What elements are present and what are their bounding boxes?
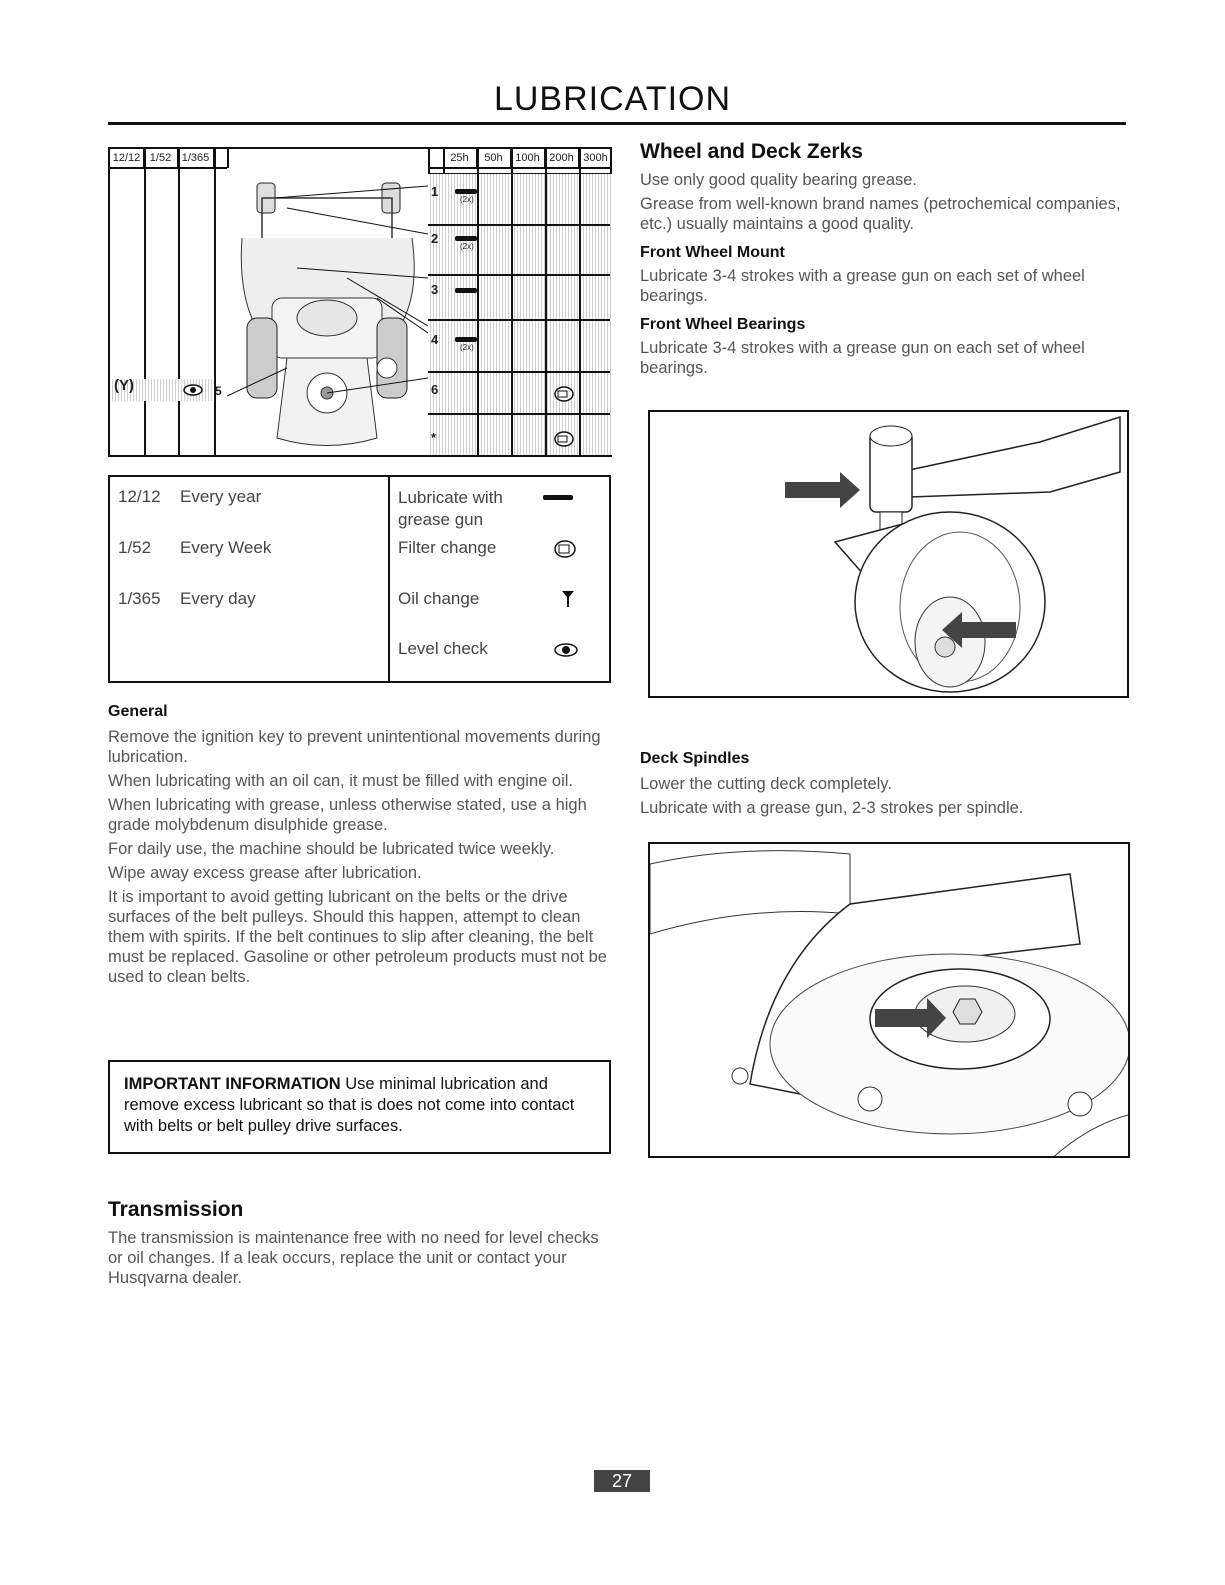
row-number-6: 6 bbox=[431, 382, 439, 397]
general-paragraph: Wipe away excess grease after lubrication. bbox=[108, 864, 422, 882]
legend-label-yearly: Every year bbox=[180, 487, 262, 506]
row-number-2: 2 bbox=[431, 231, 439, 246]
wheel-deck-heading: Wheel and Deck Zerks bbox=[640, 140, 863, 163]
row-number-4: 4 bbox=[431, 332, 439, 347]
front-wheel-mount-text: Lubricate 3-4 strokes with a grease gun on each set of wheel bearings. bbox=[640, 267, 1085, 305]
important-label: IMPORTANT INFORMATION bbox=[124, 1075, 341, 1093]
transmission-text: The transmission is maintenance free with no need for level checks or oil changes. If a leak occurs, replace the unit or contact your Husqvarna dealer. bbox=[108, 1229, 599, 1287]
eye-icon bbox=[183, 383, 203, 402]
legend-label-weekly: Every Week bbox=[180, 538, 272, 557]
general-paragraph: Remove the ignition key to prevent unintentional movements during lubrication. bbox=[108, 728, 601, 766]
hours-header-300: 300h bbox=[583, 152, 608, 164]
general-paragraph: It is important to avoid getting lubricant on the belts or the drive surfaces of the belt pulleys. Should this happen, attempt to clean them with spirits. If the belt continues to slip after cleaning, the belt must be replaced. Gasoline or other petroleum products must not be used to clean belts. bbox=[108, 888, 607, 986]
hours-header-25: 25h bbox=[443, 149, 477, 167]
grease-gun-icon bbox=[455, 288, 477, 293]
row-label-5: 5 bbox=[215, 384, 222, 398]
row-number-3: 3 bbox=[431, 282, 439, 297]
filter-icon bbox=[553, 538, 577, 565]
grease-gun-icon bbox=[455, 236, 477, 241]
deck-spindles-paragraph: Lower the cutting deck completely. bbox=[640, 775, 892, 793]
page-number: 27 bbox=[594, 1470, 650, 1492]
legend-action-filter: Filter change bbox=[398, 538, 497, 557]
wheel-deck-paragraph: Use only good quality bearing grease. bbox=[640, 171, 918, 189]
wheel-deck-section bbox=[640, 140, 1130, 382]
legend-code-daily: 1/365 bbox=[118, 589, 161, 608]
legend-action-grease: Lubricate with grease gun bbox=[398, 488, 503, 529]
lubrication-schedule-chart bbox=[108, 147, 612, 457]
deck-spindles-paragraph: Lubricate with a grease gun, 2-3 strokes per spindle. bbox=[640, 799, 1024, 817]
interval-header-yearly: 12/12 bbox=[110, 149, 144, 167]
general-section bbox=[108, 703, 608, 991]
row-number-1: 1 bbox=[431, 184, 439, 199]
deck-spindle-illustration bbox=[648, 842, 1130, 1158]
front-wheel-mount-heading: Front Wheel Mount bbox=[640, 244, 785, 261]
legend-action-level: Level check bbox=[398, 639, 488, 658]
general-heading: General bbox=[108, 703, 168, 720]
page-title: LUBRICATION bbox=[493, 80, 732, 118]
title-rule bbox=[108, 122, 1126, 125]
grease-gun-icon bbox=[455, 337, 477, 342]
general-paragraph: For daily use, the machine should be lubricated twice weekly. bbox=[108, 840, 555, 858]
deck-spindles-heading: Deck Spindles bbox=[640, 750, 750, 767]
interval-header-daily: 1/365 bbox=[178, 149, 214, 167]
legend-action-oil: Oil change bbox=[398, 589, 480, 608]
front-wheel-bearings-text: Lubricate 3-4 strokes with a grease gun on each set of wheel bearings. bbox=[640, 339, 1085, 377]
deck-spindles-section bbox=[640, 750, 1130, 822]
oil-drop-icon: (Y) bbox=[114, 377, 134, 394]
filter-icon bbox=[553, 385, 575, 408]
interval-header-weekly: 1/52 bbox=[144, 149, 178, 167]
grease-gun-icon bbox=[543, 495, 573, 500]
row-note-2: (2x) bbox=[460, 242, 474, 251]
front-wheel-bearings-heading: Front Wheel Bearings bbox=[640, 316, 806, 333]
filter-icon bbox=[553, 430, 575, 453]
front-wheel-illustration bbox=[648, 410, 1129, 698]
legend-label-daily: Every day bbox=[180, 589, 256, 608]
row-number-star: * bbox=[431, 430, 437, 445]
general-paragraph: When lubricating with an oil can, it must be filled with engine oil. bbox=[108, 772, 573, 790]
oil-drop-icon bbox=[560, 589, 576, 614]
transmission-section bbox=[108, 1198, 608, 1292]
hours-header-50: 50h bbox=[477, 149, 511, 167]
legend-box bbox=[108, 475, 611, 683]
important-text: Use minimal lubrication and remove excess lubricant so that is does not come into contact with belts or belt pulley drive surfaces. bbox=[124, 1075, 575, 1135]
general-paragraph: When lubricating with grease, unless otherwise stated, use a high grade molybdenum disulphide grease. bbox=[108, 796, 587, 834]
important-information-box bbox=[108, 1060, 611, 1154]
grease-gun-icon bbox=[455, 189, 477, 194]
transmission-heading: Transmission bbox=[108, 1198, 244, 1221]
row-note-4: (2x) bbox=[460, 343, 474, 352]
legend-code-weekly: 1/52 bbox=[118, 538, 152, 557]
hours-header-100: 100h bbox=[511, 149, 545, 167]
eye-icon bbox=[553, 642, 579, 663]
mower-overhead-diagram bbox=[227, 168, 428, 455]
wheel-deck-paragraph: Grease from well-known brand names (petrochemical companies, etc.) usually maintains a good quality. bbox=[640, 195, 1121, 233]
hours-header-200: 200h bbox=[545, 149, 579, 167]
legend-code-yearly: 12/12 bbox=[118, 487, 161, 506]
row-note-1: (2x) bbox=[460, 195, 474, 204]
